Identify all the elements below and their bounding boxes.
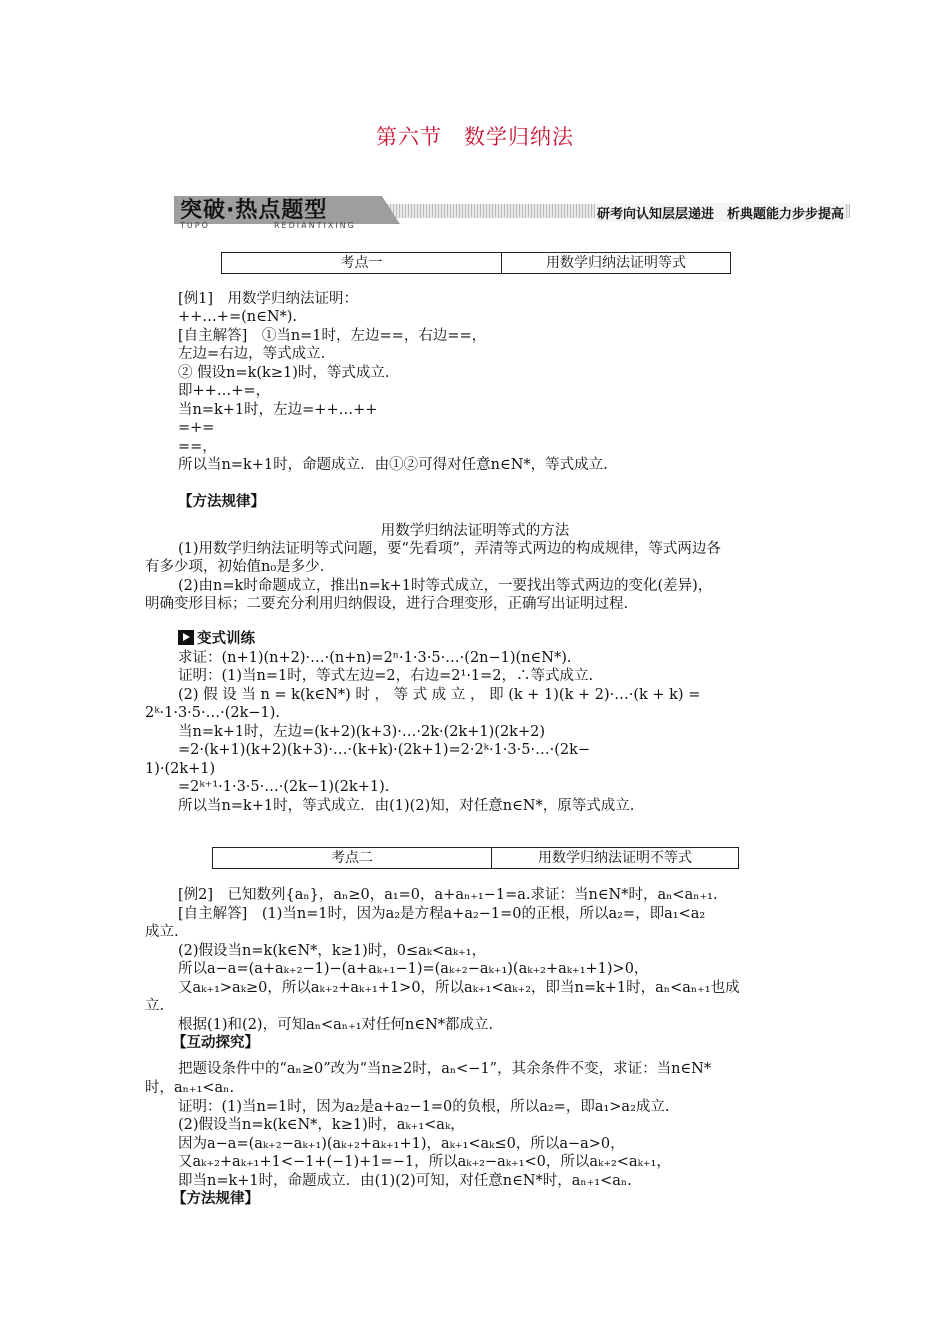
text-line: 证明：(1)当n=1时，因为a₂是a+a₂−1=0的负根，所以a₂=，即a₁>a₂成立. xyxy=(178,1099,670,1115)
text-line: 明确变形目标；二要充分利用归纳假设，进行合理变形，正确写出证明过程. xyxy=(145,596,629,612)
text-line: ==， xyxy=(178,439,217,455)
variant-training-label: 变式训练 xyxy=(197,631,255,647)
text-line: 求证：(n+1)(n+2)·…·(n+n)=2ⁿ·1·3·5·…·(2n−1)(n∈N*). xyxy=(178,650,572,666)
banner-pinyin-left: TUPO xyxy=(180,221,210,230)
text-line: 把题设条件中的“aₙ≥0”改为“当n≥2时，aₙ<−1”，其余条件不变，求证：当n∈N* xyxy=(178,1061,712,1077)
banner-title-part2: 热点题型 xyxy=(235,198,328,223)
text-line: 即当n=k+1时，命题成立．由(1)(2)可知，对任意n∈N*时，aₙ₊₁<aₙ. xyxy=(178,1173,632,1189)
text-line: 当n=k+1时，左边=(k+2)(k+3)·…·2k·(2k+1)(2k+2) xyxy=(178,724,545,740)
kaodian-2-header xyxy=(212,847,739,869)
text-line: =2ᵏ⁺¹·1·3·5·…·(2k−1)(2k+1). xyxy=(178,779,390,795)
kaodian-2-topic: 用数学归纳法证明不等式 xyxy=(538,850,692,866)
text-line: 即++…+=， xyxy=(178,383,271,399)
banner-pinyin-right: REDIANTIXING xyxy=(274,221,356,230)
text-line: 因为a−a=(aₖ₊₂−aₖ₊₁)(aₖ₊₂+aₖ₊₁+1)，aₖ₊₁<aₖ≤0，所以a−a>0， xyxy=(178,1136,625,1152)
section-banner xyxy=(174,196,850,230)
text-line: 所以当n=k+1时，等式成立．由(1)(2)知，对任意n∈N*，原等式成立. xyxy=(178,798,635,814)
text-line: 立. xyxy=(145,998,165,1014)
text-line: 有多少项，初始值n₀是多少. xyxy=(145,559,325,575)
variant-training-heading xyxy=(178,630,255,648)
text-line: 所以当n=k+1时，命题成立．由①②可得对任意n∈N*，等式成立. xyxy=(178,457,608,473)
text-line: 成立. xyxy=(145,924,179,940)
text-line: (2)由n=k时命题成立，推出n=k+1时等式成立，一要找出等式两边的变化(差异)， xyxy=(178,578,713,594)
text-line: [例2] 已知数列{aₙ}，aₙ≥0，a₁=0，a+aₙ₊₁−1=a.求证：当n∈N*时，aₙ<aₙ₊₁. xyxy=(178,887,718,903)
text-line: (2) 假 设 当 n = k(k∈N*) 时 ， 等 式 成 立 ， 即 (k + 1)(k + 2)·…·(k + k) = xyxy=(178,687,701,703)
text-line: =2·(k+1)(k+2)(k+3)·…·(k+k)·(2k+1)=2·2ᵏ·1·3·5·…·(2k− xyxy=(178,742,591,758)
method-rule-heading-2: 【方法规律】 xyxy=(172,1191,259,1207)
text-line: =+= xyxy=(178,420,215,436)
banner-title xyxy=(180,193,327,224)
text-line: 当n=k+1时，左边=++…++ xyxy=(178,402,378,418)
text-line: [例1] 用数学归纳法证明： xyxy=(178,291,359,307)
text-line: (1)用数学归纳法证明等式问题，要“先看项”，弄清等式两边的构成规律，等式两边各 xyxy=(178,541,721,557)
text-line: 证明：(1)当n=1时，等式左边=2，右边=2¹·1=2，∴等式成立. xyxy=(178,668,594,684)
text-line: ++…+=(n∈N*). xyxy=(178,309,298,325)
text-line: 又aₖ₊₂+aₖ₊₁+1<−1+(−1)+1=−1，所以aₖ₊₂−aₖ₊₁<0，所以aₖ₊₂<aₖ₊₁， xyxy=(178,1154,671,1170)
method-title: 用数学归纳法证明等式的方法 xyxy=(380,523,570,539)
text-line: 时，aₙ₊₁<aₙ. xyxy=(145,1080,235,1096)
kaodian-1-header xyxy=(221,252,731,274)
page-title: 第六节 数学归纳法 xyxy=(376,125,574,149)
text-line: 2ᵏ·1·3·5·…·(2k−1). xyxy=(145,705,281,721)
text-line: (2)假设当n=k(k∈N*，k≥1)时，0≤aₖ<aₖ₊₁， xyxy=(178,943,487,959)
kaodian-2-label: 考点二 xyxy=(213,848,492,868)
text-line: 左边=右边，等式成立. xyxy=(178,346,326,362)
kaodian-1-label: 考点一 xyxy=(222,253,502,273)
play-icon xyxy=(178,630,194,645)
banner-title-part1: 突破 xyxy=(180,198,227,223)
banner-slogan: 研考向认知层层递进 析典题能力步步提高 xyxy=(595,203,846,222)
text-line: [自主解答] (1)当n=1时，因为a₂是方程a+a₂−1=0的正根，所以a₂=，即a₁<a₂ xyxy=(178,906,706,922)
text-line: (2)假设当n=k(k∈N*，k≥1)时，aₖ₊₁<aₖ， xyxy=(178,1117,465,1133)
text-line: [自主解答] ①当n=1时，左边==，右边==， xyxy=(178,328,487,344)
banner-dot: · xyxy=(226,198,236,223)
text-line: 根据(1)和(2)，可知aₙ<aₙ₊₁对任何n∈N*都成立. xyxy=(178,1017,494,1033)
kaodian-1-topic: 用数学归纳法证明等式 xyxy=(546,255,686,271)
method-rule-heading: 【方法规律】 xyxy=(178,494,265,510)
text-line: ② 假设n=k(k≥1)时，等式成立. xyxy=(178,365,390,381)
text-line: 1)·(2k+1) xyxy=(145,761,216,777)
text-line: 又aₖ₊₁>aₖ≥0，所以aₖ₊₂+aₖ₊₁+1>0，所以aₖ₊₁<aₖ₊₂，即当n=k+1时，aₙ<aₙ₊₁也成 xyxy=(178,980,740,996)
text-line: 所以a−a=(a+aₖ₊₂−1)−(a+aₖ₊₁−1)=(aₖ₊₂−aₖ₊₁)(aₖ₊₂+aₖ₊₁+1)>0， xyxy=(178,961,649,977)
interactive-explore-heading: 【互动探究】 xyxy=(172,1035,259,1051)
